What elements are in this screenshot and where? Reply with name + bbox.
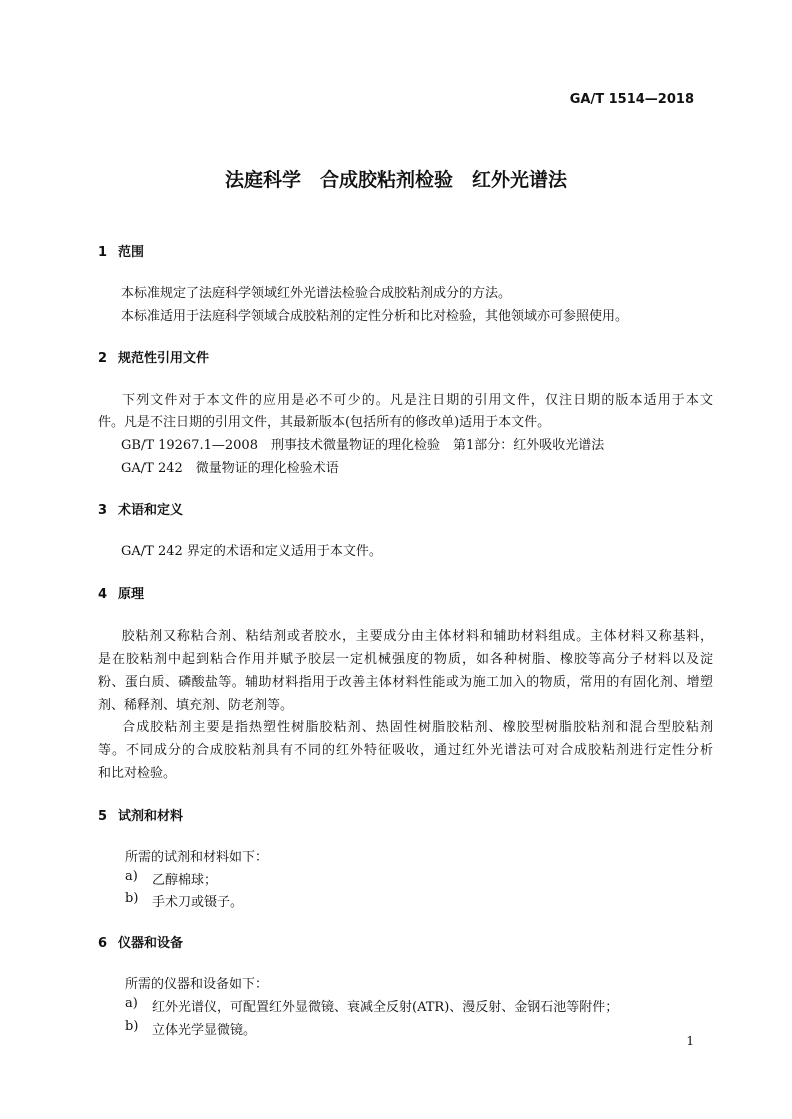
section-3-heading	[98, 499, 183, 518]
paragraph-line: 本标准规定了法庭科学领域红外光谱法检验合成胶粘剂成分的方法。	[121, 286, 512, 301]
section-number: 6	[98, 936, 108, 951]
paragraph-line: 件。凡是不注日期的引用文件，其最新版本(包括所有的修改单)适用于本文件。	[98, 415, 551, 430]
list-marker: b)	[125, 1019, 139, 1034]
section-title: 仪器和设备	[118, 936, 184, 951]
section-title: 原理	[118, 587, 145, 602]
list-item: 乙醇棉球；	[152, 873, 218, 888]
list-marker: a)	[125, 869, 138, 884]
document-title: 法庭科学 合成胶粘剂检验 红外光谱法	[224, 169, 567, 191]
paragraph-line: 本标准适用于法庭科学领域合成胶粘剂的定性分析和比对检验，其他领域亦可参照使用。	[121, 309, 629, 324]
list-item: 立体光学显微镜。	[152, 1023, 257, 1038]
list-item: 手术刀或镊子。	[152, 895, 244, 910]
paragraph-line: 是在胶粘剂中起到粘合作用并赋予胶层一定机械强度的物质，如各种树脂、橡胶等高分子材料以及淀	[98, 652, 713, 667]
paragraph-line: 等。不同成分的合成胶粘剂具有不同的红外特征吸收，通过红外光谱法可对合成胶粘剂进行定性分析	[98, 743, 713, 758]
section-title: 范围	[118, 245, 145, 260]
section-number: 1	[98, 245, 108, 260]
list-intro: 所需的仪器和设备如下：	[125, 977, 269, 992]
list-marker: b)	[125, 891, 139, 906]
paragraph-line: 剂、稀释剂、填充剂、防老剂等。	[98, 698, 294, 713]
paragraph-line: GA/T 242 界定的术语和定义适用于本文件。	[121, 544, 382, 559]
paragraph-line: 粉、蛋白质、磷酸盐等。辅助材料指用于改善主体材料性能或为施工加入的物质，常用的有固化剂、增塑	[98, 675, 713, 690]
section-title: 试剂和材料	[118, 809, 184, 824]
list-intro: 所需的试剂和材料如下：	[125, 850, 269, 865]
paragraph-line: 合成胶粘剂主要是指热塑性树脂胶粘剂、热固性树脂胶粘剂、橡胶型树脂胶粘剂和混合型胶粘剂	[121, 720, 713, 735]
section-number: 5	[98, 809, 108, 824]
standard-code: GA/T 1514—2018	[569, 92, 694, 107]
section-1-heading	[98, 241, 144, 260]
page-number: 1	[686, 1034, 694, 1048]
normative-reference: GB/T 19267.1—2008 刑事技术微量物证的理化检验 第1部分：红外吸收光谱法	[121, 438, 605, 453]
section-title: 规范性引用文件	[118, 351, 210, 366]
section-2-heading	[98, 347, 209, 366]
section-number: 3	[98, 503, 108, 518]
paragraph-line: 胶粘剂又称粘合剂、粘结剂或者胶水，主要成分由主体材料和辅助材料组成。主体材料又称基料，	[121, 629, 713, 644]
section-number: 2	[98, 351, 108, 366]
section-6-heading	[98, 932, 183, 951]
section-number: 4	[98, 587, 108, 602]
paragraph-line: 和比对检验。	[98, 766, 177, 781]
list-item: 红外光谱仪，可配置红外显微镜、衰减全反射(ATR)、漫反射、金钢石池等附件；	[152, 1000, 619, 1015]
list-marker: a)	[125, 996, 138, 1011]
normative-reference: GA/T 242 微量物证的理化检验术语	[121, 461, 339, 476]
section-4-heading	[98, 583, 144, 602]
section-5-heading	[98, 805, 183, 824]
section-title: 术语和定义	[118, 503, 184, 518]
paragraph-line: 下列文件对于本文件的应用是必不可少的。凡是注日期的引用文件，仅注日期的版本适用于本文	[121, 393, 713, 408]
